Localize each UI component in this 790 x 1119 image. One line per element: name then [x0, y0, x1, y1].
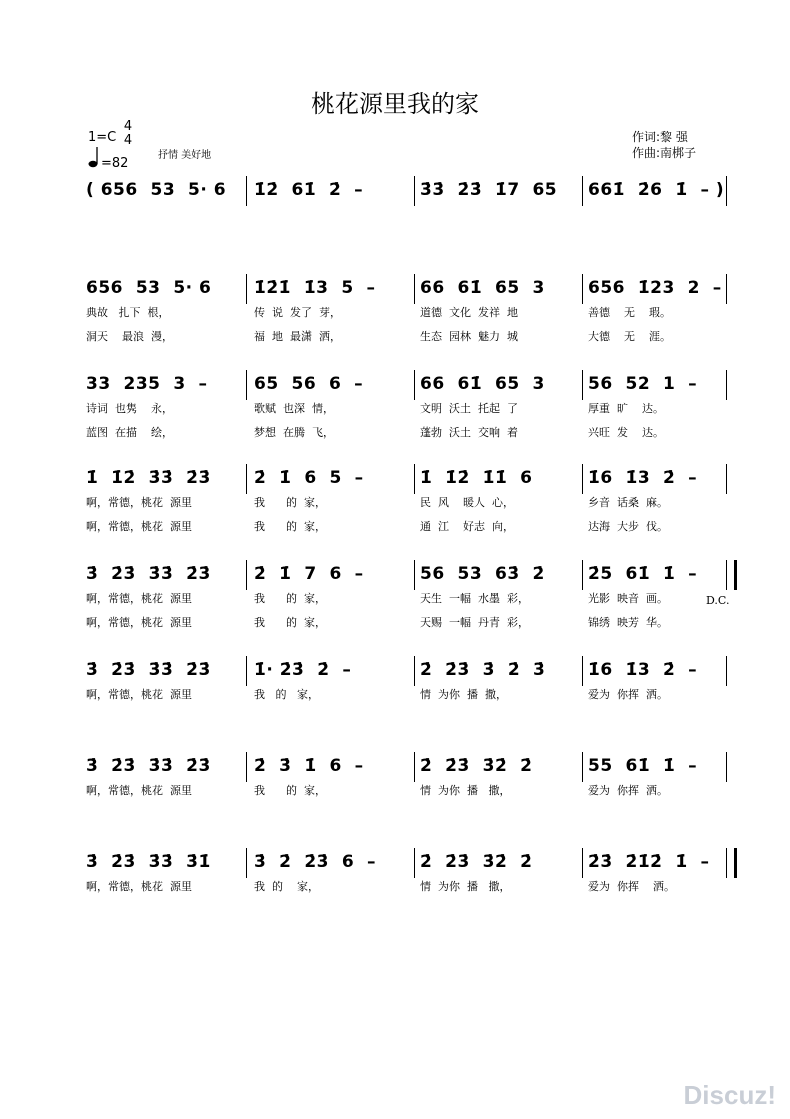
lyric-line: 洞天 最浪 漫， [86, 330, 173, 343]
measure-notes: 2̇ 2̇3̇ 3̇2̇ 2̇ [420, 852, 533, 872]
lyric-line: 传 说 发了 芽， [254, 306, 341, 319]
lyric-line: 啊，常德，桃花 源里 [86, 520, 192, 533]
measure-notes: 3̇ 2̇3̇ 3̇3̇ 2̇3̇ [86, 756, 211, 776]
measure-notes: 2̇3̇ 2̇1̇2̇ 1̇ – [588, 852, 710, 872]
bar-line [414, 370, 415, 400]
bar-line [726, 370, 727, 400]
measure-notes: 3̇ 2̇3̇ 3̇3̇ 2̇3̇ [86, 564, 211, 584]
lyric-line: 我 的 家， [254, 592, 326, 605]
lyricist-credit: 作词:黎 强 [632, 130, 688, 144]
bar-line [414, 656, 415, 686]
bar-line [246, 848, 247, 878]
bar-line [414, 176, 415, 206]
lyric-line: 情 为你 播 撒， [420, 688, 507, 701]
dc-end-barline [734, 560, 737, 590]
bar-line [726, 752, 727, 782]
bar-line [414, 848, 415, 878]
bar-line [246, 370, 247, 400]
lyric-line: 我 的 家， [254, 496, 326, 509]
lyric-line: 我 的 家， [254, 880, 319, 893]
lyric-line: 乡音 话桑 麻。 [588, 496, 668, 509]
lyric-line: 典故 扎下 根， [86, 306, 170, 319]
lyric-line: 民 风 暖人 心， [420, 496, 514, 509]
bar-line [726, 176, 727, 206]
lyric-line: 爱为 你挥 洒。 [588, 784, 668, 797]
song-title: 桃花源里我的家 [311, 90, 479, 118]
measure-notes: 66 61̇ 65 3 [420, 278, 545, 298]
measure-notes: 56 52 1 – [588, 374, 698, 394]
lyric-line: 情 为你 播 撒， [420, 784, 511, 797]
bar-line [246, 560, 247, 590]
lyric-line: 蓝图 在描 绘， [86, 426, 173, 439]
composer-credit: 作曲:南梆子 [632, 146, 697, 160]
bar-line [582, 560, 583, 590]
lyric-line: 福 地 最潇 洒， [254, 330, 341, 343]
expression-marking: 抒情 美好地 [158, 150, 212, 161]
key-signature: 1=C [88, 130, 117, 145]
lyric-line: 啊，常德，桃花 源里 [86, 592, 192, 605]
lyric-line: 梦想 在腾 飞， [254, 426, 334, 439]
measure-notes: 1̇· 2̇3̇ 2̇ – [254, 660, 352, 680]
measure-notes: 66 61̇ 65 3 [420, 374, 545, 394]
lyric-line: 厚重 旷 达。 [588, 402, 664, 415]
lyric-line: 生态 园林 魅力 城 [420, 330, 518, 343]
measure-notes: 1̇ 1̇2̇ 1̇1̇ 6 [420, 468, 533, 488]
measure-notes: 55 61̇ 1̇ – [588, 756, 698, 776]
lyric-line: 道德 文化 发祥 地 [420, 306, 518, 319]
measure-notes: 56 53 63̇ 2̇ [420, 564, 545, 584]
watermark-logo: Discuz! [683, 1080, 776, 1110]
measure-notes: 2̇ 3̇ 1̇ 6 – [254, 756, 364, 776]
bar-line [726, 274, 727, 304]
bar-line [246, 176, 247, 206]
measure-notes: 3̇ 2̇3̇ 3̇3̇ 3̇1̇ [86, 852, 211, 872]
lyric-line: 情 为你 播 撒， [420, 880, 511, 893]
measure-notes: 1̇2̇1̇ 1̇3 5 – [254, 278, 376, 298]
lyric-line: 兴旺 发 达。 [588, 426, 664, 439]
bar-line [246, 274, 247, 304]
lyric-line: 我 的 家， [254, 784, 326, 797]
lyric-line: 爱为 你挥 洒。 [588, 688, 668, 701]
bar-line [414, 752, 415, 782]
measure-notes: 2̇ 2̇3̇ 3̇2̇ 2̇ [420, 756, 533, 776]
lyric-line: 啊，常德，桃花 源里 [86, 616, 192, 629]
measure-notes: 656 53 5· 6 [86, 278, 212, 298]
tempo-marking: =82 [101, 156, 129, 171]
bar-line [582, 370, 583, 400]
lyric-line: 我 的 家， [254, 520, 326, 533]
bar-line [414, 274, 415, 304]
bar-line [582, 848, 583, 878]
bar-line [726, 656, 727, 686]
measure-notes: 33 235 3 – [86, 374, 208, 394]
lyric-line: 啊，常德，桃花 源里 [86, 784, 192, 797]
measure-notes: 2̇ 2̇3̇ 3̇ 2̇ 3̇ [420, 660, 546, 680]
bar-line [582, 656, 583, 686]
lyric-line: 蓬勃 沃土 交响 着 [420, 426, 518, 439]
bar-line [246, 656, 247, 686]
measure-notes: 65 56 6 – [254, 374, 364, 394]
measure-notes: 656 1̇23 2 – [588, 278, 722, 298]
lyric-line: 光影 映音 画。 [588, 592, 668, 605]
lyric-line: 大德 无 涯。 [588, 330, 671, 343]
lyric-line: 啊，常德，桃花 源里 [86, 880, 192, 893]
bar-line [582, 274, 583, 304]
measure-notes: 2̇5 61̇ 1̇ – [588, 564, 698, 584]
lyric-line: 歌赋 也深 情， [254, 402, 334, 415]
lyric-line: 我 的 家， [254, 688, 319, 701]
lyric-line: 达海 大步 伐。 [588, 520, 668, 533]
measure-notes: 3̇ 2̇ 2̇3̇ 6 – [254, 852, 376, 872]
bar-line [582, 464, 583, 494]
lyric-line: 诗词 也隽 永， [86, 402, 173, 415]
bar-line [246, 752, 247, 782]
measure-notes: 3̇3̇ 2̇3̇ 1̇7 65 [420, 180, 558, 200]
quarter-note-icon [88, 146, 100, 168]
bar-line [582, 752, 583, 782]
lyric-line: 锦绣 映芳 华。 [588, 616, 668, 629]
lyric-line: 善德 无 瑕。 [588, 306, 671, 319]
lyric-line: 啊，常德，桃花 源里 [86, 496, 192, 509]
lyric-line: 天生 一幅 水墨 彩， [420, 592, 529, 605]
bar-line [582, 176, 583, 206]
measure-notes: 2̇ 1̇ 6 5 – [254, 468, 364, 488]
measure-notes: 1̇6 1̇3 2̇ – [588, 660, 698, 680]
measure-notes: 2̇ 1̇ 7 6 – [254, 564, 364, 584]
bar-line [246, 464, 247, 494]
dc-marking: D.C. [706, 594, 730, 607]
measure-notes: 3̇ 2̇3̇ 3̇3̇ 2̇3̇ [86, 660, 211, 680]
bar-line [414, 464, 415, 494]
lyric-line: 文明 沃土 托起 了 [420, 402, 518, 415]
bar-line [726, 560, 727, 590]
measure-notes: 1̇6 1̇3 2̇ – [588, 468, 698, 488]
time-signature: 4 4 [123, 119, 133, 148]
measure-notes: 1̇2̇ 61̇ 2̇ – [254, 180, 364, 200]
lyric-line: 我 的 家， [254, 616, 326, 629]
measure-notes: ( 656 53 5· 6 [86, 180, 227, 200]
final-barline [734, 848, 737, 878]
bar-line [726, 464, 727, 494]
lyric-line: 通 江 好志 向， [420, 520, 514, 533]
measure-notes: 1̇ 1̇2̇ 3̇3̇ 2̇3̇ [86, 468, 211, 488]
lyric-line: 天赐 一幅 丹青 彩， [420, 616, 529, 629]
lyric-line: 啊，常德，桃花 源里 [86, 688, 192, 701]
measure-notes: 661̇ 2̇6 1̇ – ) [588, 180, 725, 200]
bar-line [414, 560, 415, 590]
lyric-line: 爱为 你挥 洒。 [588, 880, 675, 893]
bar-line [726, 848, 727, 878]
